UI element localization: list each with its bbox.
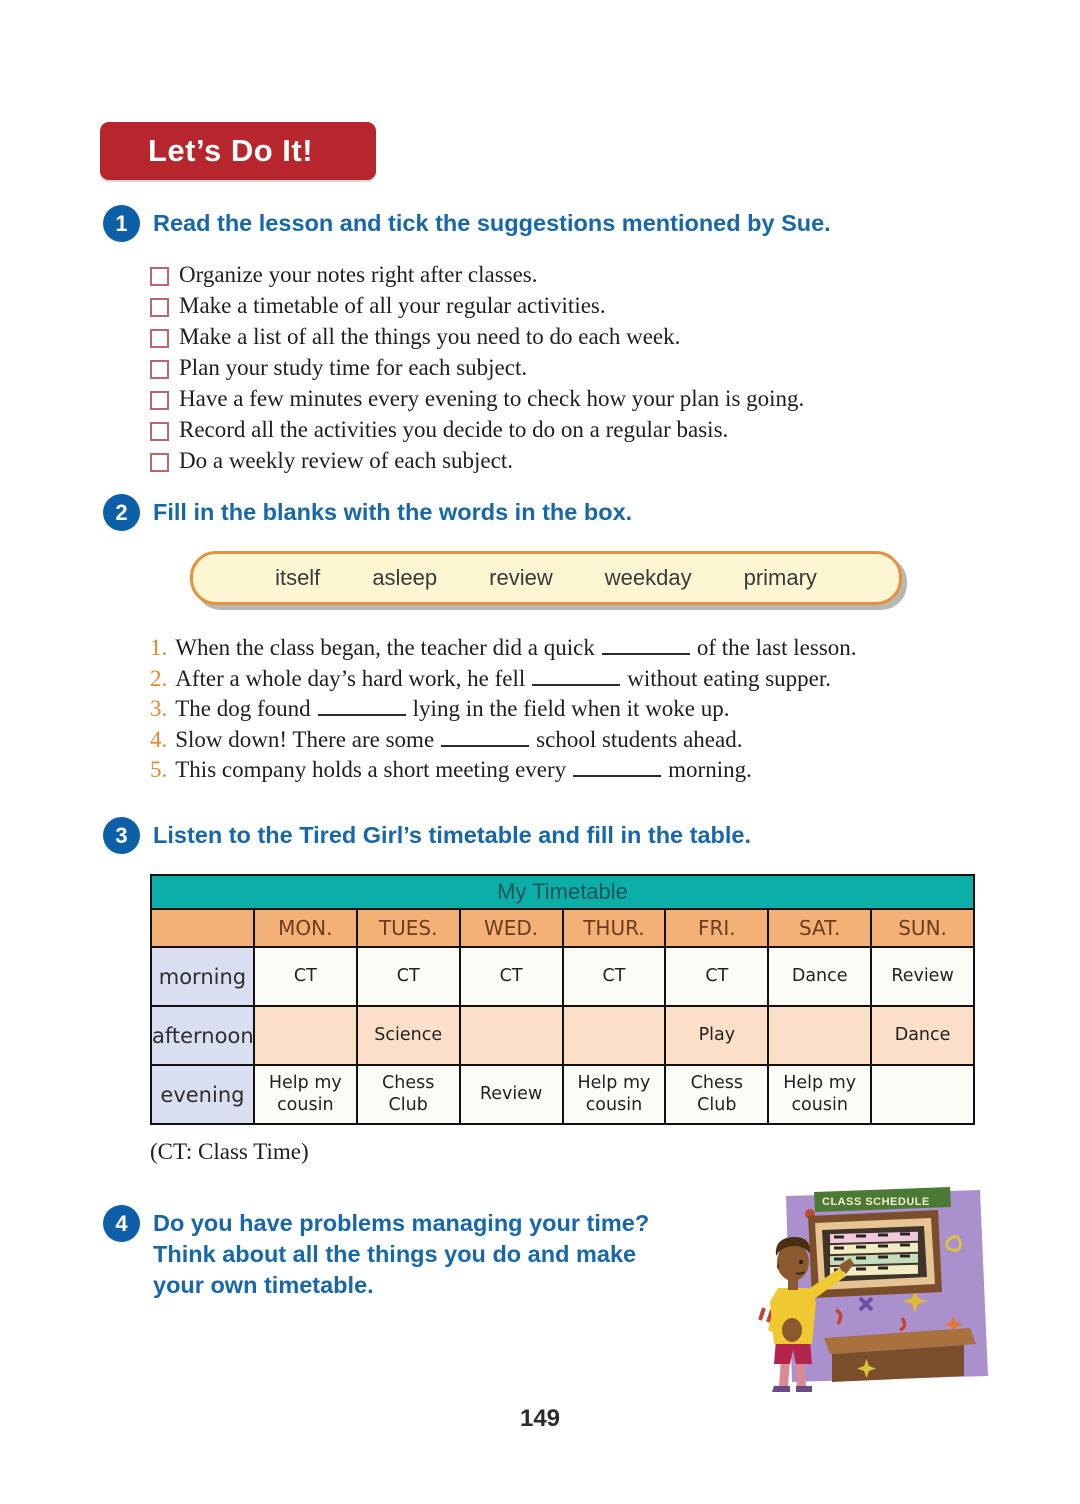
checklist-item xyxy=(150,290,950,321)
checklist-item xyxy=(150,352,950,383)
sentence-number: 4. xyxy=(150,726,168,752)
sentence-number: 2. xyxy=(150,665,168,691)
exercise1-heading xyxy=(103,205,831,242)
checklist-item xyxy=(150,414,950,445)
timetable-cell: Play xyxy=(665,1006,768,1065)
fill-blank[interactable] xyxy=(532,666,620,686)
word-bank-word: itself xyxy=(275,565,321,590)
timetable-cell: CT xyxy=(563,947,666,1006)
sentence-text-after: of the last lesson. xyxy=(696,635,857,660)
exercise1-number-badge: 1 xyxy=(103,205,140,242)
checklist-item-label: Make a timetable of all your regular activities. xyxy=(179,293,606,318)
timetable-cell-empty[interactable] xyxy=(460,1006,563,1065)
fill-blank[interactable] xyxy=(441,727,529,747)
exercise4-title-line: Do you have problems managing your time? xyxy=(153,1210,650,1236)
exercise4-title-line: Think about all the things you do and make xyxy=(153,1241,637,1267)
fill-in-sentences xyxy=(150,633,970,786)
sentence-number: 1. xyxy=(150,635,168,660)
sentence-text-after: morning. xyxy=(668,757,752,782)
timetable-corner-cell xyxy=(151,909,254,947)
timetable-cell: CT xyxy=(460,947,563,1006)
sentence xyxy=(150,664,970,695)
sentence xyxy=(150,633,970,664)
sentence-text-before: The dog found xyxy=(175,696,311,721)
section-banner-label: Let’s Do It! xyxy=(148,133,314,168)
sentence-text-after: lying in the field when it woke up. xyxy=(412,696,730,721)
checklist-item-label: Make a list of all the things you need to do each week. xyxy=(179,324,681,349)
timetable-cell-empty[interactable] xyxy=(768,1006,871,1065)
exercise4-number-badge: 4 xyxy=(103,1205,140,1242)
timetable xyxy=(150,874,975,1125)
timetable-cell: Review xyxy=(871,947,974,1006)
checkbox[interactable] xyxy=(150,391,169,410)
boy-shoe xyxy=(796,1386,812,1392)
timetable-cell: CT xyxy=(254,947,357,1006)
word-bank-box xyxy=(190,551,902,605)
timetable-day-header: SAT. xyxy=(768,909,871,947)
sentence xyxy=(150,725,970,756)
fill-blank[interactable] xyxy=(602,635,690,655)
fill-blank[interactable] xyxy=(573,757,661,777)
timetable-cell: Science xyxy=(357,1006,460,1065)
checklist-item xyxy=(150,383,950,414)
sentence-text-after: without eating supper. xyxy=(627,665,832,691)
checklist-item-label: Have a few minutes every evening to check how your plan is going. xyxy=(179,386,805,411)
timetable-cell: Help my cousin xyxy=(768,1065,871,1124)
checklist-item-label: Organize your notes right after classes. xyxy=(179,262,538,287)
timetable-day-header: THUR. xyxy=(563,909,666,947)
timetable-cell: Dance xyxy=(871,1006,974,1065)
checkbox[interactable] xyxy=(150,422,169,441)
exercise3-number-badge: 3 xyxy=(103,817,140,854)
sentence xyxy=(150,755,970,786)
timetable-cell: Help my cousin xyxy=(254,1065,357,1124)
sentence-number: 3. xyxy=(150,696,168,721)
sentence-text-after: school students ahead. xyxy=(536,726,743,752)
timetable-row-label: morning xyxy=(151,947,254,1006)
exercise4-heading xyxy=(103,1205,649,1301)
timetable-day-header: TUES. xyxy=(357,909,460,947)
exercise2-title: Fill in the blanks with the words in the box. xyxy=(153,499,633,525)
timetable-cell: CT xyxy=(665,947,768,1006)
checklist-item-label: Record all the activities you decide to do on a regular basis. xyxy=(179,417,729,442)
boy-shoe xyxy=(772,1386,790,1392)
emphasis-marks xyxy=(760,1308,772,1322)
checkbox[interactable] xyxy=(150,329,169,348)
timetable-cell: Help my cousin xyxy=(563,1065,666,1124)
timetable-cell: Chess Club xyxy=(665,1065,768,1124)
checklist-item xyxy=(150,321,950,352)
checklist-item-label: Plan your study time for each subject. xyxy=(179,355,528,380)
timetable-row-label: afternoon xyxy=(151,1006,254,1065)
exercise2-number-badge: 2 xyxy=(103,494,140,531)
checklist-item xyxy=(150,445,950,476)
exercise1-title: Read the lesson and tick the suggestions mentioned by Sue. xyxy=(153,210,831,236)
timetable-cell: Chess Club xyxy=(357,1065,460,1124)
word-bank-word: weekday xyxy=(604,565,692,590)
sentence-number: 5. xyxy=(150,757,168,782)
sentence xyxy=(150,694,970,725)
timetable-title: My Timetable xyxy=(151,875,974,909)
fill-blank[interactable] xyxy=(318,696,406,716)
timetable-row-label: evening xyxy=(151,1065,254,1124)
sentence-text-before: This company holds a short meeting every xyxy=(175,757,567,782)
page-number: 149 xyxy=(519,1405,561,1432)
exercise3-title: Listen to the Tired Girl’s timetable and fill in the table. xyxy=(153,822,752,848)
class-schedule-illustration xyxy=(752,1180,992,1392)
checkbox[interactable] xyxy=(150,453,169,472)
timetable-cell: Dance xyxy=(768,947,871,1006)
sentence-text-before: Slow down! There are some xyxy=(175,726,435,752)
word-bank-word: review xyxy=(489,565,553,590)
timetable-day-header: WED. xyxy=(460,909,563,947)
suggestions-checklist xyxy=(150,259,950,476)
checkbox[interactable] xyxy=(150,298,169,317)
checklist-item xyxy=(150,259,950,290)
boy-hand xyxy=(782,1318,802,1342)
timetable-cell: CT xyxy=(357,947,460,1006)
ct-note: (CT: Class Time) xyxy=(150,1139,309,1164)
checklist-item-label: Do a weekly review of each subject. xyxy=(179,448,513,473)
timetable-cell: Review xyxy=(460,1065,563,1124)
exercise2-heading xyxy=(103,494,632,531)
timetable-cell-empty[interactable] xyxy=(563,1006,666,1065)
checkbox[interactable] xyxy=(150,360,169,379)
checkbox[interactable] xyxy=(150,267,169,286)
word-bank-word: primary xyxy=(743,565,817,590)
timetable-day-header: FRI. xyxy=(665,909,768,947)
timetable-cell-empty[interactable] xyxy=(254,1006,357,1065)
section-banner xyxy=(100,122,376,180)
sentence-text-before: After a whole day’s hard work, he fell xyxy=(175,665,526,691)
timetable-day-header: MON. xyxy=(254,909,357,947)
sentence-text-before: When the class began, the teacher did a quick xyxy=(175,635,595,660)
exercise4-title-line: your own timetable. xyxy=(153,1272,374,1298)
timetable-day-header: SUN. xyxy=(871,909,974,947)
exercise3-heading xyxy=(103,817,751,854)
boy-eye xyxy=(799,1260,803,1264)
board-label: CLASS SCHEDULE xyxy=(822,1196,930,1208)
exercise4-title xyxy=(153,1205,649,1301)
timetable-cell-empty[interactable] xyxy=(871,1065,974,1124)
word-bank-word: asleep xyxy=(372,565,438,590)
